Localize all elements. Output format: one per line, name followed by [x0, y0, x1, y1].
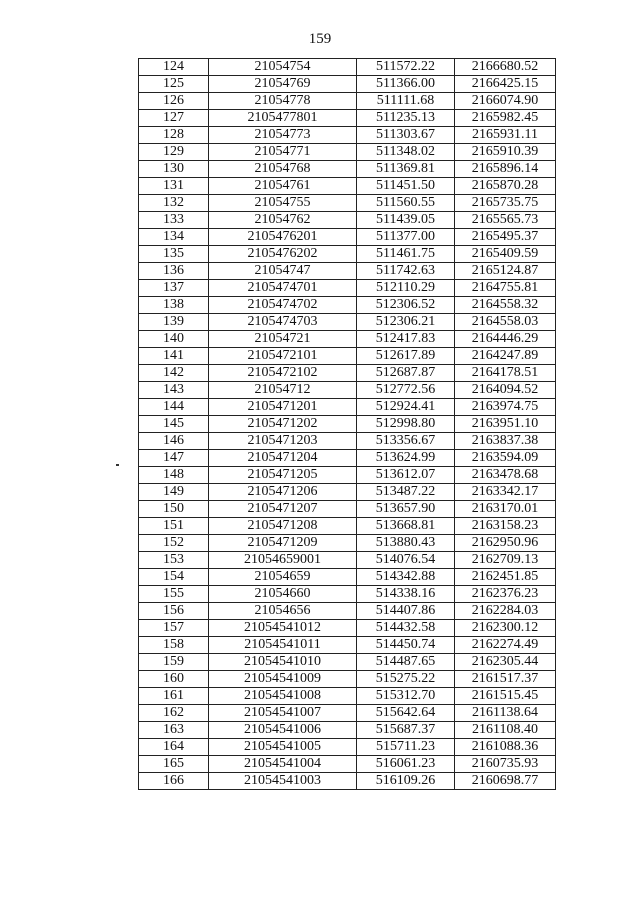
x-coordinate-cell: 515312.70: [357, 688, 455, 705]
table-row: [139, 586, 556, 603]
point-id-cell: 21054761: [209, 178, 357, 195]
point-number-cell: 126: [139, 93, 209, 110]
table-row: [139, 229, 556, 246]
point-id-cell: 2105471202: [209, 416, 357, 433]
point-id-cell: 21054769: [209, 76, 357, 93]
table-row: [139, 671, 556, 688]
y-coordinate-cell: 2165565.73: [455, 212, 556, 229]
table-row: [139, 739, 556, 756]
y-coordinate-cell: 2161515.45: [455, 688, 556, 705]
y-coordinate-cell: 2163170.01: [455, 501, 556, 518]
point-number-cell: 141: [139, 348, 209, 365]
point-number-cell: 125: [139, 76, 209, 93]
y-coordinate-cell: 2163594.09: [455, 450, 556, 467]
x-coordinate-cell: 515687.37: [357, 722, 455, 739]
point-id-cell: 2105474701: [209, 280, 357, 297]
table-row: [139, 484, 556, 501]
table-row: [139, 688, 556, 705]
stray-mark: [116, 464, 119, 466]
point-id-cell: 21054659: [209, 569, 357, 586]
point-number-cell: 140: [139, 331, 209, 348]
point-number-cell: 154: [139, 569, 209, 586]
table-row: [139, 501, 556, 518]
y-coordinate-cell: 2164558.03: [455, 314, 556, 331]
x-coordinate-cell: 512306.21: [357, 314, 455, 331]
y-coordinate-cell: 2164558.32: [455, 297, 556, 314]
table-row: [139, 535, 556, 552]
x-coordinate-cell: 512306.52: [357, 297, 455, 314]
y-coordinate-cell: 2165910.39: [455, 144, 556, 161]
x-coordinate-cell: 514342.88: [357, 569, 455, 586]
table-row: [139, 773, 556, 790]
y-coordinate-cell: 2163837.38: [455, 433, 556, 450]
y-coordinate-cell: 2165409.59: [455, 246, 556, 263]
point-number-cell: 158: [139, 637, 209, 654]
point-number-cell: 135: [139, 246, 209, 263]
point-number-cell: 139: [139, 314, 209, 331]
point-number-cell: 153: [139, 552, 209, 569]
table-row: [139, 569, 556, 586]
y-coordinate-cell: 2165982.45: [455, 110, 556, 127]
y-coordinate-cell: 2164755.81: [455, 280, 556, 297]
point-number-cell: 133: [139, 212, 209, 229]
x-coordinate-cell: 511461.75: [357, 246, 455, 263]
point-id-cell: 2105471206: [209, 484, 357, 501]
point-id-cell: 2105476202: [209, 246, 357, 263]
page-number: 159: [308, 31, 332, 47]
point-number-cell: 142: [139, 365, 209, 382]
table-row: [139, 518, 556, 535]
table-row: [139, 280, 556, 297]
table-row: [139, 382, 556, 399]
point-number-cell: 137: [139, 280, 209, 297]
table-row: [139, 212, 556, 229]
point-number-cell: 145: [139, 416, 209, 433]
point-id-cell: 2105471203: [209, 433, 357, 450]
y-coordinate-cell: 2162305.44: [455, 654, 556, 671]
point-number-cell: 159: [139, 654, 209, 671]
point-number-cell: 129: [139, 144, 209, 161]
y-coordinate-cell: 2162376.23: [455, 586, 556, 603]
x-coordinate-cell: 513668.81: [357, 518, 455, 535]
x-coordinate-cell: 512617.89: [357, 348, 455, 365]
y-coordinate-cell: 2161108.40: [455, 722, 556, 739]
point-number-cell: 127: [139, 110, 209, 127]
point-number-cell: 155: [139, 586, 209, 603]
point-id-cell: 21054541011: [209, 637, 357, 654]
point-id-cell: 21054541007: [209, 705, 357, 722]
point-number-cell: 166: [139, 773, 209, 790]
table-row: [139, 144, 556, 161]
x-coordinate-cell: 513880.43: [357, 535, 455, 552]
x-coordinate-cell: 511235.13: [357, 110, 455, 127]
table-row: [139, 127, 556, 144]
y-coordinate-cell: 2164094.52: [455, 382, 556, 399]
table-row: [139, 552, 556, 569]
point-number-cell: 131: [139, 178, 209, 195]
table-row: [139, 161, 556, 178]
coordinate-table: [138, 58, 556, 790]
x-coordinate-cell: 511572.22: [357, 59, 455, 76]
x-coordinate-cell: 511348.02: [357, 144, 455, 161]
table-row: [139, 637, 556, 654]
table-row: [139, 297, 556, 314]
table-row: [139, 110, 556, 127]
point-number-cell: 138: [139, 297, 209, 314]
point-number-cell: 152: [139, 535, 209, 552]
y-coordinate-cell: 2166680.52: [455, 59, 556, 76]
x-coordinate-cell: 513657.90: [357, 501, 455, 518]
x-coordinate-cell: 513487.22: [357, 484, 455, 501]
x-coordinate-cell: 511451.50: [357, 178, 455, 195]
table-row: [139, 603, 556, 620]
y-coordinate-cell: 2165870.28: [455, 178, 556, 195]
point-id-cell: 21054541010: [209, 654, 357, 671]
y-coordinate-cell: 2163158.23: [455, 518, 556, 535]
table-row: [139, 620, 556, 637]
y-coordinate-cell: 2164247.89: [455, 348, 556, 365]
point-number-cell: 163: [139, 722, 209, 739]
point-id-cell: 21054659001: [209, 552, 357, 569]
y-coordinate-cell: 2162300.12: [455, 620, 556, 637]
y-coordinate-cell: 2160698.77: [455, 773, 556, 790]
x-coordinate-cell: 515711.23: [357, 739, 455, 756]
table-row: [139, 756, 556, 773]
point-number-cell: 132: [139, 195, 209, 212]
point-number-cell: 165: [139, 756, 209, 773]
point-id-cell: 21054762: [209, 212, 357, 229]
table-row: [139, 433, 556, 450]
x-coordinate-cell: 514407.86: [357, 603, 455, 620]
point-number-cell: 150: [139, 501, 209, 518]
point-id-cell: 21054541003: [209, 773, 357, 790]
x-coordinate-cell: 511111.68: [357, 93, 455, 110]
point-id-cell: 21054541009: [209, 671, 357, 688]
point-number-cell: 130: [139, 161, 209, 178]
table-row: [139, 450, 556, 467]
table-row: [139, 76, 556, 93]
point-number-cell: 160: [139, 671, 209, 688]
x-coordinate-cell: 512687.87: [357, 365, 455, 382]
point-id-cell: 21054768: [209, 161, 357, 178]
table-row: [139, 246, 556, 263]
table-row: [139, 195, 556, 212]
x-coordinate-cell: 515642.64: [357, 705, 455, 722]
point-id-cell: 2105471209: [209, 535, 357, 552]
point-id-cell: 2105471205: [209, 467, 357, 484]
y-coordinate-cell: 2163974.75: [455, 399, 556, 416]
y-coordinate-cell: 2165931.11: [455, 127, 556, 144]
point-number-cell: 149: [139, 484, 209, 501]
point-number-cell: 128: [139, 127, 209, 144]
y-coordinate-cell: 2161138.64: [455, 705, 556, 722]
x-coordinate-cell: 511377.00: [357, 229, 455, 246]
y-coordinate-cell: 2161517.37: [455, 671, 556, 688]
y-coordinate-cell: 2163951.10: [455, 416, 556, 433]
point-id-cell: 21054721: [209, 331, 357, 348]
y-coordinate-cell: 2165896.14: [455, 161, 556, 178]
x-coordinate-cell: 512924.41: [357, 399, 455, 416]
y-coordinate-cell: 2162284.03: [455, 603, 556, 620]
point-number-cell: 162: [139, 705, 209, 722]
point-id-cell: 21054773: [209, 127, 357, 144]
point-id-cell: 21054541012: [209, 620, 357, 637]
point-id-cell: 2105474703: [209, 314, 357, 331]
point-number-cell: 146: [139, 433, 209, 450]
table-row: [139, 722, 556, 739]
x-coordinate-cell: 512110.29: [357, 280, 455, 297]
y-coordinate-cell: 2164178.51: [455, 365, 556, 382]
y-coordinate-cell: 2165495.37: [455, 229, 556, 246]
y-coordinate-cell: 2162274.49: [455, 637, 556, 654]
y-coordinate-cell: 2162451.85: [455, 569, 556, 586]
point-id-cell: 2105471204: [209, 450, 357, 467]
y-coordinate-cell: 2163342.17: [455, 484, 556, 501]
y-coordinate-cell: 2162709.13: [455, 552, 556, 569]
point-id-cell: 2105474702: [209, 297, 357, 314]
point-id-cell: 21054660: [209, 586, 357, 603]
x-coordinate-cell: 516109.26: [357, 773, 455, 790]
point-id-cell: 2105471207: [209, 501, 357, 518]
x-coordinate-cell: 514487.65: [357, 654, 455, 671]
x-coordinate-cell: 512772.56: [357, 382, 455, 399]
point-number-cell: 156: [139, 603, 209, 620]
point-id-cell: 21054747: [209, 263, 357, 280]
point-id-cell: 2105477801: [209, 110, 357, 127]
point-id-cell: 21054778: [209, 93, 357, 110]
x-coordinate-cell: 511303.67: [357, 127, 455, 144]
point-id-cell: 21054755: [209, 195, 357, 212]
point-id-cell: 21054712: [209, 382, 357, 399]
point-id-cell: 2105471208: [209, 518, 357, 535]
point-number-cell: 164: [139, 739, 209, 756]
point-number-cell: 151: [139, 518, 209, 535]
y-coordinate-cell: 2161088.36: [455, 739, 556, 756]
table-row: [139, 705, 556, 722]
point-number-cell: 147: [139, 450, 209, 467]
y-coordinate-cell: 2166425.15: [455, 76, 556, 93]
point-number-cell: 157: [139, 620, 209, 637]
table-row: [139, 348, 556, 365]
table-row: [139, 365, 556, 382]
y-coordinate-cell: 2162950.96: [455, 535, 556, 552]
table-row: [139, 654, 556, 671]
point-number-cell: 124: [139, 59, 209, 76]
point-number-cell: 136: [139, 263, 209, 280]
x-coordinate-cell: 514076.54: [357, 552, 455, 569]
point-id-cell: 21054656: [209, 603, 357, 620]
y-coordinate-cell: 2160735.93: [455, 756, 556, 773]
table-row: [139, 467, 556, 484]
x-coordinate-cell: 513612.07: [357, 467, 455, 484]
x-coordinate-cell: 512417.83: [357, 331, 455, 348]
point-number-cell: 134: [139, 229, 209, 246]
point-id-cell: 21054541008: [209, 688, 357, 705]
point-number-cell: 148: [139, 467, 209, 484]
table-row: [139, 331, 556, 348]
point-id-cell: 21054754: [209, 59, 357, 76]
table-row: [139, 59, 556, 76]
coordinate-table-body: [139, 59, 556, 790]
x-coordinate-cell: 516061.23: [357, 756, 455, 773]
x-coordinate-cell: 512998.80: [357, 416, 455, 433]
y-coordinate-cell: 2166074.90: [455, 93, 556, 110]
point-number-cell: 144: [139, 399, 209, 416]
table-row: [139, 93, 556, 110]
x-coordinate-cell: 511742.63: [357, 263, 455, 280]
point-id-cell: 21054541006: [209, 722, 357, 739]
x-coordinate-cell: 511366.00: [357, 76, 455, 93]
point-id-cell: 21054541004: [209, 756, 357, 773]
x-coordinate-cell: 511369.81: [357, 161, 455, 178]
x-coordinate-cell: 514338.16: [357, 586, 455, 603]
point-id-cell: 2105471201: [209, 399, 357, 416]
y-coordinate-cell: 2165124.87: [455, 263, 556, 280]
x-coordinate-cell: 514432.58: [357, 620, 455, 637]
point-number-cell: 143: [139, 382, 209, 399]
table-row: [139, 178, 556, 195]
x-coordinate-cell: 515275.22: [357, 671, 455, 688]
point-id-cell: 2105476201: [209, 229, 357, 246]
point-id-cell: 2105472101: [209, 348, 357, 365]
x-coordinate-cell: 511439.05: [357, 212, 455, 229]
x-coordinate-cell: 513624.99: [357, 450, 455, 467]
point-id-cell: 21054771: [209, 144, 357, 161]
x-coordinate-cell: 511560.55: [357, 195, 455, 212]
x-coordinate-cell: 513356.67: [357, 433, 455, 450]
x-coordinate-cell: 514450.74: [357, 637, 455, 654]
table-row: [139, 399, 556, 416]
point-id-cell: 2105472102: [209, 365, 357, 382]
table-row: [139, 314, 556, 331]
point-id-cell: 21054541005: [209, 739, 357, 756]
y-coordinate-cell: 2165735.75: [455, 195, 556, 212]
table-row: [139, 416, 556, 433]
point-number-cell: 161: [139, 688, 209, 705]
y-coordinate-cell: 2164446.29: [455, 331, 556, 348]
table-row: [139, 263, 556, 280]
y-coordinate-cell: 2163478.68: [455, 467, 556, 484]
